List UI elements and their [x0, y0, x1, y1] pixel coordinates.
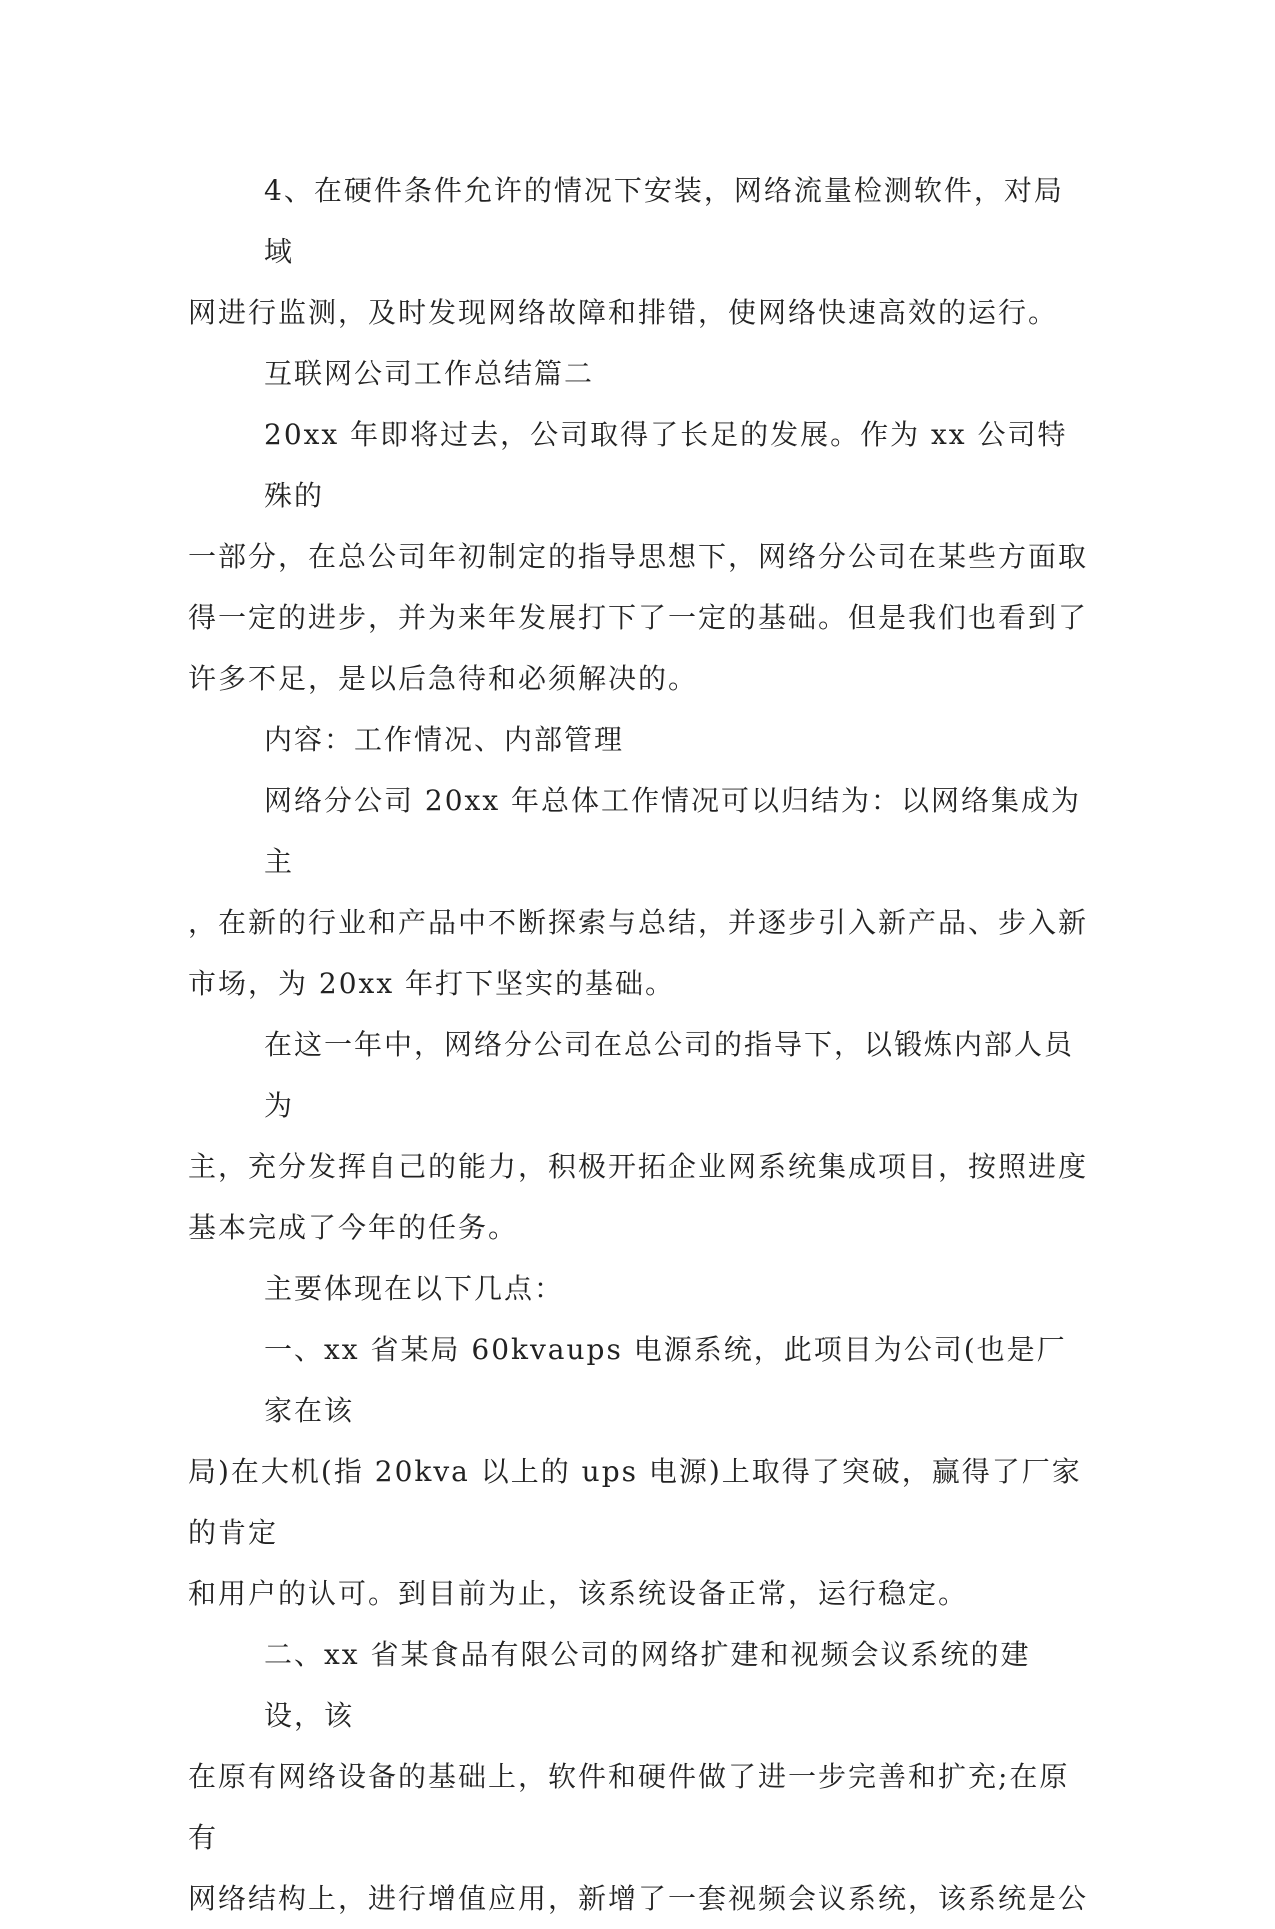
paragraph-point-one: [188, 1319, 1088, 1624]
text-line: 内容：工作情况、内部管理: [264, 723, 625, 756]
text-line: 主要体现在以下几点：: [264, 1272, 565, 1305]
paragraph-main-points: [188, 1258, 1088, 1319]
text-line: 市场，为 20xx 年打下坚实的基础。: [188, 967, 676, 1000]
text-line: 和用户的认可。到目前为止，该系统设备正常，运行稳定。: [188, 1577, 969, 1610]
paragraph-this-year: [188, 1014, 1088, 1258]
text-line: 主，充分发挥自己的能力，积极开拓企业网系统集成项目，按照进度: [188, 1150, 1089, 1183]
text-line: 20xx 年即将过去，公司取得了长足的发展。作为 xx 公司特殊的: [264, 418, 1068, 512]
paragraph-year-summary: [188, 404, 1088, 709]
text-line: 二、xx 省某食品有限公司的网络扩建和视频会议系统的建设，该: [264, 1638, 1031, 1732]
paragraph-point-two: [188, 1624, 1088, 1929]
document-body: [188, 160, 1088, 1929]
text-line: 在这一年中，网络分公司在总公司的指导下，以锻炼内部人员为: [264, 1028, 1075, 1122]
text-line: 局)在大机(指 20kva 以上的 ups 电源)上取得了突破，赢得了厂家的肯定: [188, 1455, 1082, 1549]
section-heading: [188, 343, 1088, 404]
text-line: ，在新的行业和产品中不断探索与总结，并逐步引入新产品、步入新: [188, 906, 1089, 939]
text-line: 网络结构上，进行增值应用，新增了一套视频会议系统，该系统是公: [188, 1882, 1089, 1915]
text-line: 一、xx 省某局 60kvaups 电源系统，此项目为公司(也是厂家在该: [264, 1333, 1067, 1427]
text-line: 在原有网络设备的基础上，软件和硬件做了进一步完善和扩充;在原有: [188, 1760, 1070, 1854]
text-line: 得一定的进步，并为来年发展打下了一定的基础。但是我们也看到了: [188, 601, 1089, 634]
text-line: 网进行监测，及时发现网络故障和排错，使网络快速高效的运行。: [188, 296, 1059, 329]
text-line: 基本完成了今年的任务。: [188, 1211, 519, 1244]
paragraph-overall-work: [188, 770, 1088, 1014]
text-line: 许多不足，是以后急待和必须解决的。: [188, 662, 699, 695]
text-line: 一部分，在总公司年初制定的指导思想下，网络分公司在某些方面取: [188, 540, 1089, 573]
text-line: 网络分公司 20xx 年总体工作情况可以归结为：以网络集成为主: [264, 784, 1082, 878]
paragraph-contents: [188, 709, 1088, 770]
section-title: 互联网公司工作总结篇二: [264, 357, 595, 390]
paragraph-network-monitoring: [188, 160, 1088, 343]
text-line: 4、在硬件条件允许的情况下安装，网络流量检测软件，对局域: [264, 174, 1064, 268]
